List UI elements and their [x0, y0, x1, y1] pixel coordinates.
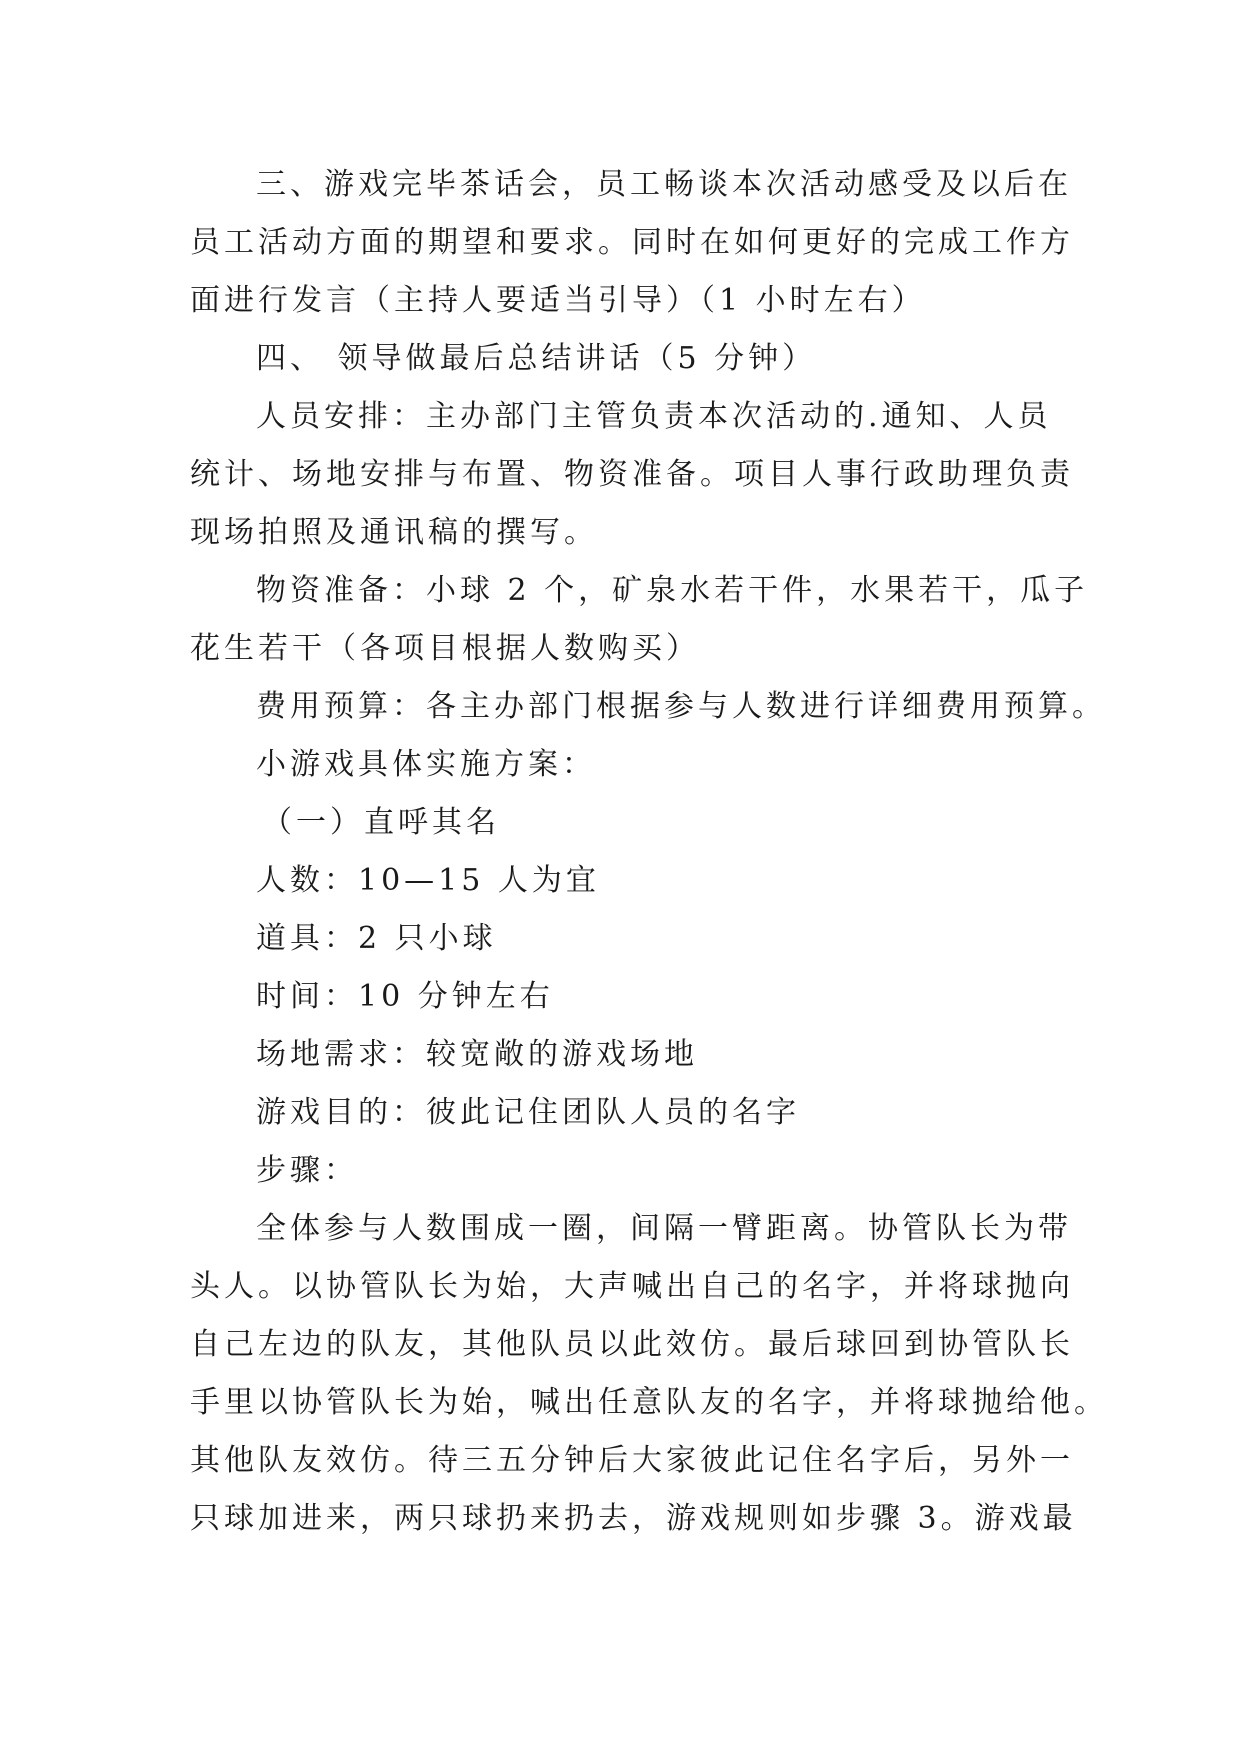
paragraph-line: 场地需求：较宽敞的游戏场地 [256, 1037, 698, 1072]
paragraph-line: 全体参与人数围成一圈，间隔一臂距离。协管队长为带 [256, 1211, 1072, 1246]
paragraph-line: 只球加进来，两只球扔来扔去，游戏规则如步骤 3。游戏最 [190, 1501, 1077, 1536]
paragraph-line: 物资准备：小球 2 个，矿泉水若干件，水果若干，瓜子 [256, 573, 1089, 608]
paragraph-line: 统计、场地安排与布置、物资准备。项目人事行政助理负责 [190, 457, 1074, 492]
paragraph-line: 三、游戏完毕茶话会，员工畅谈本次活动感受及以后在 [256, 167, 1072, 202]
paragraph-line: 道具：2 只小球 [256, 921, 497, 956]
paragraph-line: 小游戏具体实施方案： [256, 747, 596, 782]
paragraph-line: 费用预算：各主办部门根据参与人数进行详细费用预算。 [256, 689, 1106, 724]
paragraph-line: 人数：10—15 人为宜 [256, 863, 600, 898]
paragraph-line: 头人。以协管队长为始，大声喊出自己的名字，并将球抛向 [190, 1269, 1074, 1304]
paragraph-line: 步骤： [256, 1153, 358, 1188]
paragraph-line: 人员安排：主办部门主管负责本次活动的.通知、人员 [256, 399, 1052, 434]
paragraph-line: 花生若干（各项目根据人数购买） [190, 631, 700, 666]
paragraph-line: 员工活动方面的期望和要求。同时在如何更好的完成工作方 [190, 225, 1074, 260]
section-heading: （一）直呼其名 [262, 805, 500, 840]
paragraph-line: 现场拍照及通讯稿的撰写。 [190, 515, 598, 550]
paragraph-line: 游戏目的：彼此记住团队人员的名字 [256, 1095, 800, 1130]
paragraph-line: 其他队友效仿。待三五分钟后大家彼此记住名字后，另外一 [190, 1443, 1074, 1478]
paragraph-line: 面进行发言（主持人要适当引导）（1 小时左右） [190, 283, 926, 318]
paragraph-line: 手里以协管队长为始，喊出任意队友的名字，并将球抛给他。 [190, 1385, 1108, 1420]
paragraph-line: 时间：10 分钟左右 [256, 979, 554, 1014]
paragraph-line: 自己左边的队友，其他队员以此效仿。最后球回到协管队长 [190, 1327, 1074, 1362]
section-heading: 四、 领导做最后总结讲话（5 分钟） [256, 341, 817, 376]
